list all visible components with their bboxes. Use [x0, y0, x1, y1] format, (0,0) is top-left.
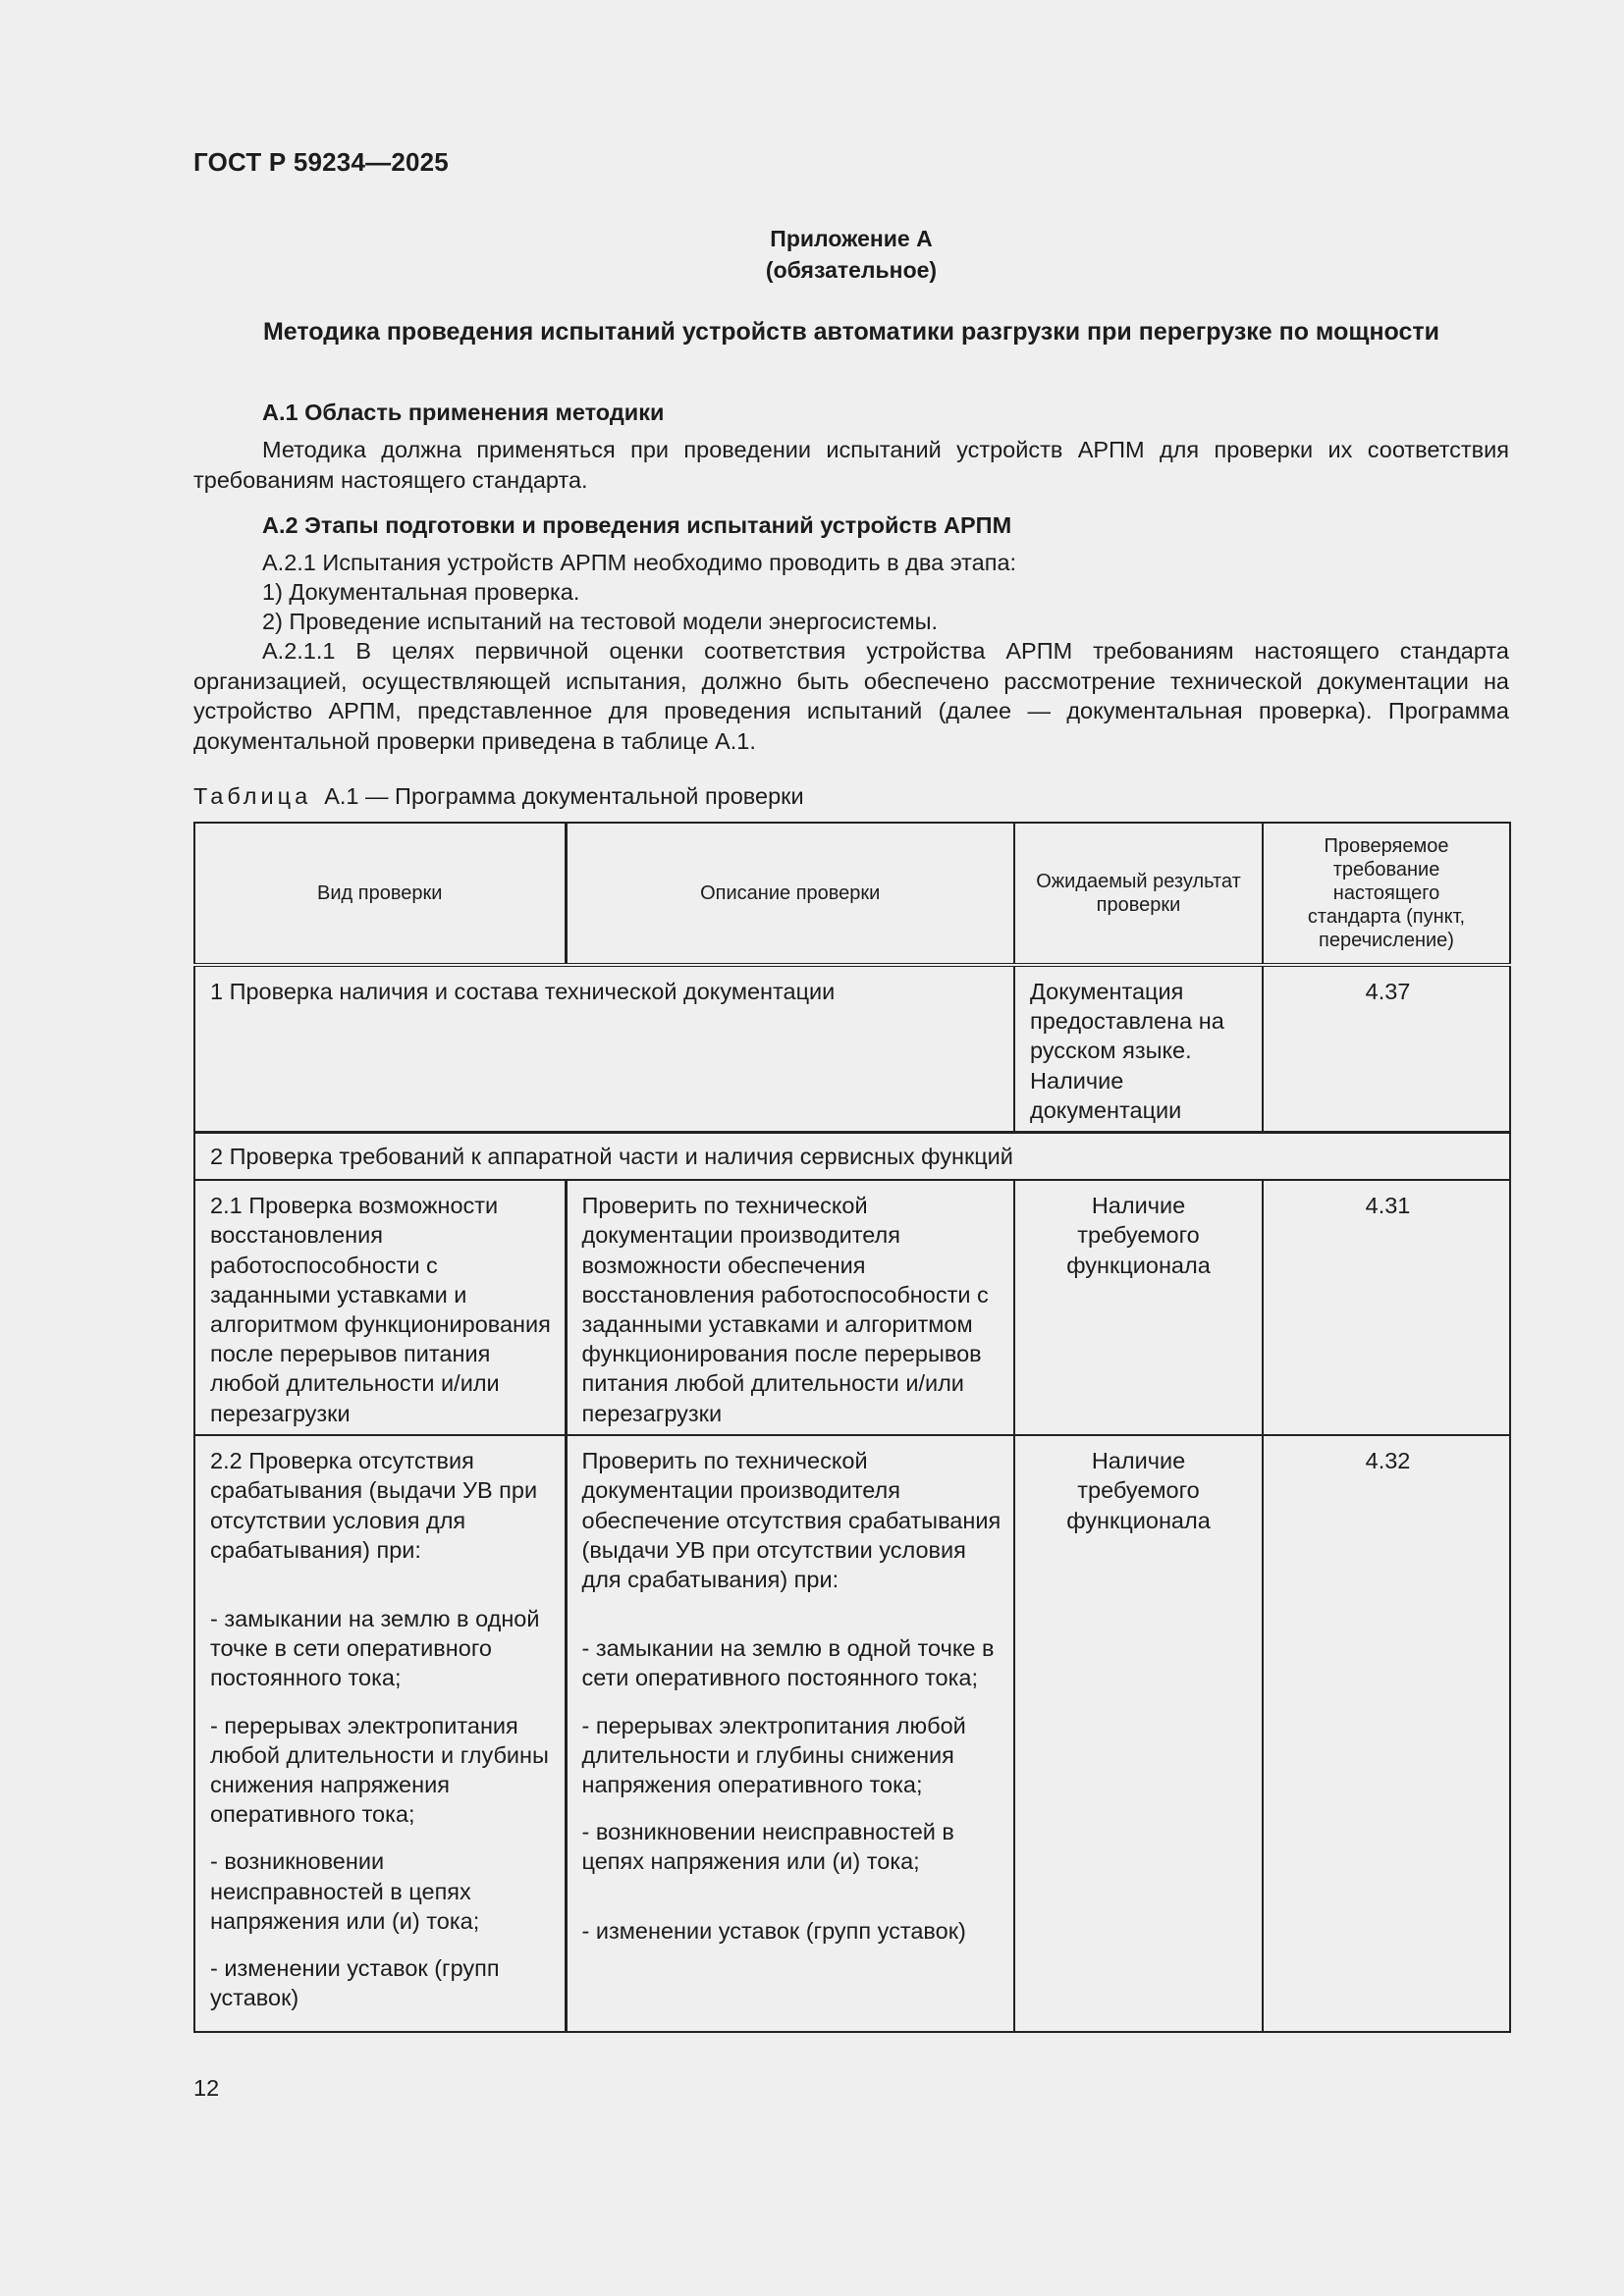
row22-kind-item: - изменении уставок (групп уставок): [210, 1955, 500, 2011]
row21-description: Проверить по технической документации производителя возможности обеспечения восстановления работоспособности с заданными уставками и алгоритмом функционирования после перерывов питания любой длительности и/или перезагрузки: [581, 1193, 989, 1426]
method-title: Методика проведения испытаний устройств автоматики разгрузки при перегрузке по мощности: [262, 318, 1440, 346]
row21-kind: 2.1 Проверка возможности восстановления работоспособности с заданными уставками и алгоритмом функционирования после перерывов питания любой длительности и/или перезагрузки: [210, 1193, 551, 1426]
header-kind: Вид проверки: [194, 823, 566, 965]
row22-desc-item: - перерывах электропитания любой длительности и глубины снижения напряжения оперативного тока;: [581, 1712, 966, 1798]
section-a1-heading: А.1 Область применения методики: [262, 400, 665, 425]
table-row: [194, 1133, 1510, 1181]
header-requirement: Проверяемое требование настоящего стандарта (пункт, перечисление): [1263, 823, 1510, 965]
table-caption-text: А.1 — Программа документальной проверки: [324, 783, 804, 809]
document-code: ГОСТ Р 59234—2025: [193, 147, 449, 177]
verification-program-table: [193, 822, 1511, 2033]
row22-kind-item: - возникновении неисправностей в цепях напряжения или (и) тока;: [210, 1848, 480, 1934]
row22-result: Наличие требуемого функционала: [1066, 1448, 1211, 1533]
table-caption: [193, 781, 804, 812]
table-row: [194, 1180, 1510, 1435]
table-row: [194, 965, 1510, 1133]
header-description: Описание проверки: [566, 823, 1014, 965]
annex-title: Приложение А: [770, 226, 933, 251]
section-a1-paragraph: Методика должна применяться при проведении испытаний устройств АРПМ для проверки их соответствия требованиям настоящего стандарта.: [193, 437, 1509, 493]
row1-text: 1 Проверка наличия и состава технической документации: [210, 979, 836, 1004]
table-caption-label: Таблица: [193, 783, 312, 809]
annex-status: (обязательное): [765, 257, 938, 283]
row22-kind-item: - перерывах электропитания любой длительности и глубины снижения напряжения оперативного тока;: [210, 1712, 549, 1828]
section-a2-p4: А.2.1.1 В целях первичной оценки соответствия устройства АРПМ требованиям настоящего стандарта организацией, осуществляющей испытания, должно быть обеспечено рассмотрение технической документации на устройство АРПМ, представленное для проведения испытаний (далее — документальная проверка). Программа документальной проверки приведена в таблице А.1.: [193, 638, 1509, 754]
row1-requirement: 4.37: [1365, 979, 1411, 1004]
row22-desc-intro: Проверить по технической документации производителя обеспечение отсутствия срабатывания (выдачи УВ при отсутствии условия для срабатывания) при:: [581, 1448, 1001, 1593]
table-header-row: [194, 823, 1510, 965]
row22-desc-item: - возникновении неисправностей в цепях напряжения или (и) тока;: [581, 1819, 954, 1875]
row22-kind-item: - замыкании на землю в одной точке в сети оперативного постоянного тока;: [210, 1606, 540, 1691]
page-number: 12: [193, 2075, 220, 2101]
row22-kind-intro: 2.2 Проверка отсутствия срабатывания (выдачи УВ при отсутствии условия для срабатывания) при:: [210, 1448, 538, 1563]
section-a2-p2: 1) Документальная проверка.: [262, 579, 580, 605]
header-expected-result: Ожидаемый результат проверки: [1014, 823, 1263, 965]
row22-desc-item: - замыкании на землю в одной точке в сети оперативного постоянного тока;: [581, 1635, 995, 1691]
row21-result: Наличие требуемого функционала: [1066, 1193, 1211, 1278]
section-a2-p1: А.2.1 Испытания устройств АРПМ необходимо проводить в два этапа:: [262, 550, 1017, 575]
row21-requirement: 4.31: [1365, 1193, 1411, 1219]
row22-kind: [195, 1436, 565, 2018]
row22-requirement: 4.32: [1365, 1448, 1411, 1474]
row1-result: Документация предоставлена на русском языке. Наличие документации: [1030, 979, 1224, 1123]
row22-description: [568, 1436, 1014, 1951]
row2-text: 2 Проверка требований к аппаратной части и наличия сервисных функций: [210, 1144, 1013, 1170]
row22-desc-item: - изменении уставок (групп уставок): [581, 1917, 966, 1944]
section-a2-p3: 2) Проведение испытаний на тестовой модели энергосистемы.: [262, 609, 939, 634]
section-a2-heading: А.2 Этапы подготовки и проведения испытаний устройств АРПМ: [262, 512, 1012, 538]
table-row: [194, 1435, 1510, 2032]
